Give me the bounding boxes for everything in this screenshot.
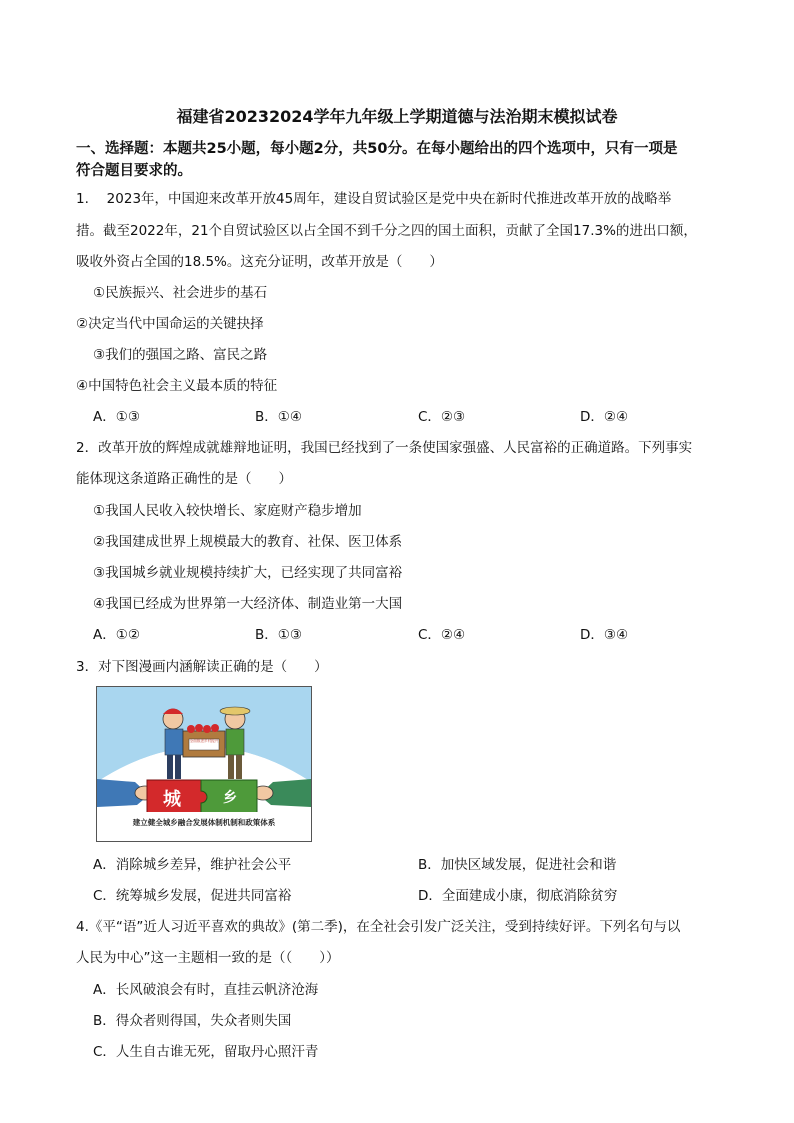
puzzle-label-village: 乡 — [223, 790, 237, 806]
section-heading-line2: 符合题目要求的。 — [76, 163, 192, 179]
q2-item-3: ③我国城乡就业规模持续扩大，已经实现了共同富裕 — [93, 565, 403, 581]
q2-option-d[interactable]: D．③④ — [580, 627, 629, 643]
q3-option-d[interactable]: D．全面建成小康，彻底消除贫穷 — [418, 888, 618, 904]
q1-item-2: ②决定当代中国命运的关键抉择 — [76, 316, 264, 332]
page-title: 福建省20232024学年九年级上学期道德与法治期末模拟试卷 — [176, 107, 618, 126]
q1-stem-line3: 吸收外资占全国的18.5%。这充分证明，改革开放是（ ） — [76, 254, 443, 270]
q1-item-3: ③我们的强国之路、富民之路 — [93, 347, 268, 363]
q2-item-2: ②我国建成世界上规模最大的教育、社保、医卫体系 — [93, 534, 403, 550]
q4-stem-line1: 4.《平“语”近人习近平喜欢的典故》(第二季)，在全社会引发广泛关注，受到持续好评。下列名句与以 — [76, 919, 681, 935]
q3-option-b[interactable]: B．加快区域发展，促进社会和谐 — [418, 857, 617, 873]
q1-option-c[interactable]: C．②③ — [418, 409, 466, 425]
q2-option-b[interactable]: B．①③ — [255, 627, 302, 643]
section-heading — [76, 138, 776, 182]
q2-item-4: ④我国已经成为世界第一大经济体、制造业第一大国 — [93, 596, 403, 612]
q2-stem-line1: 2．改革开放的辉煌成就雄辩地证明，我国已经找到了一条使国家强盛、人民富裕的正确道路。下列事实 — [76, 440, 693, 456]
q2-stem-line2: 能体现这条道路正确性的是（ ） — [76, 471, 292, 487]
q4-option-c[interactable]: C．人生自古谁无死，留取丹心照汗青 — [93, 1044, 319, 1060]
q1-item-1: ①民族振兴、社会进步的基石 — [93, 285, 268, 301]
q3-stem: 3．对下图漫画内涵解读正确的是（ ） — [76, 659, 328, 675]
cartoon-sign: 全面推进乡村振兴 — [189, 739, 219, 743]
q1-stem-line1: 1. 2023年，中国迎来改革开放45周年，建设自贸试验区是党中央在新时代推进改革开放的战略举 — [76, 191, 672, 207]
q1-stem-line2: 措。截至2022年，21个自贸试验区以占全国不到千分之四的国土面积，贡献了全国17.3%的进出口额， — [76, 223, 697, 239]
section-heading-line1: 一、选择题：本题共25小题，每小题2分，共50分。在每小题给出的四个选项中，只有一项是 — [76, 141, 678, 157]
q1-option-d[interactable]: D．②④ — [580, 409, 629, 425]
q3-option-a[interactable]: A．消除城乡差异，维护社会公平 — [93, 857, 292, 873]
cartoon-caption: 建立健全城乡融合发展体制机制和政策体系 — [132, 818, 276, 827]
q4-stem-line2: 人民为中心”这一主题相一致的是（（ ）） — [76, 950, 340, 966]
q3-option-c[interactable]: C．统筹城乡发展，促进共同富裕 — [93, 888, 292, 904]
q2-option-a[interactable]: A．①② — [93, 627, 140, 643]
q2-item-1: ①我国人民收入较快增长、家庭财产稳步增加 — [93, 503, 362, 519]
puzzle-label-city: 城 — [163, 789, 181, 810]
q2-option-c[interactable]: C．②④ — [418, 627, 466, 643]
q4-option-b[interactable]: B．得众者则得国，失众者则失国 — [93, 1013, 292, 1029]
q4-option-a[interactable]: A．长风破浪会有时，直挂云帆济沧海 — [93, 982, 319, 998]
q1-item-4: ④中国特色社会主义最本质的特征 — [76, 378, 278, 394]
q3-cartoon — [96, 686, 312, 842]
q1-option-a[interactable]: A．①③ — [93, 409, 140, 425]
q1-option-b[interactable]: B．①④ — [255, 409, 302, 425]
